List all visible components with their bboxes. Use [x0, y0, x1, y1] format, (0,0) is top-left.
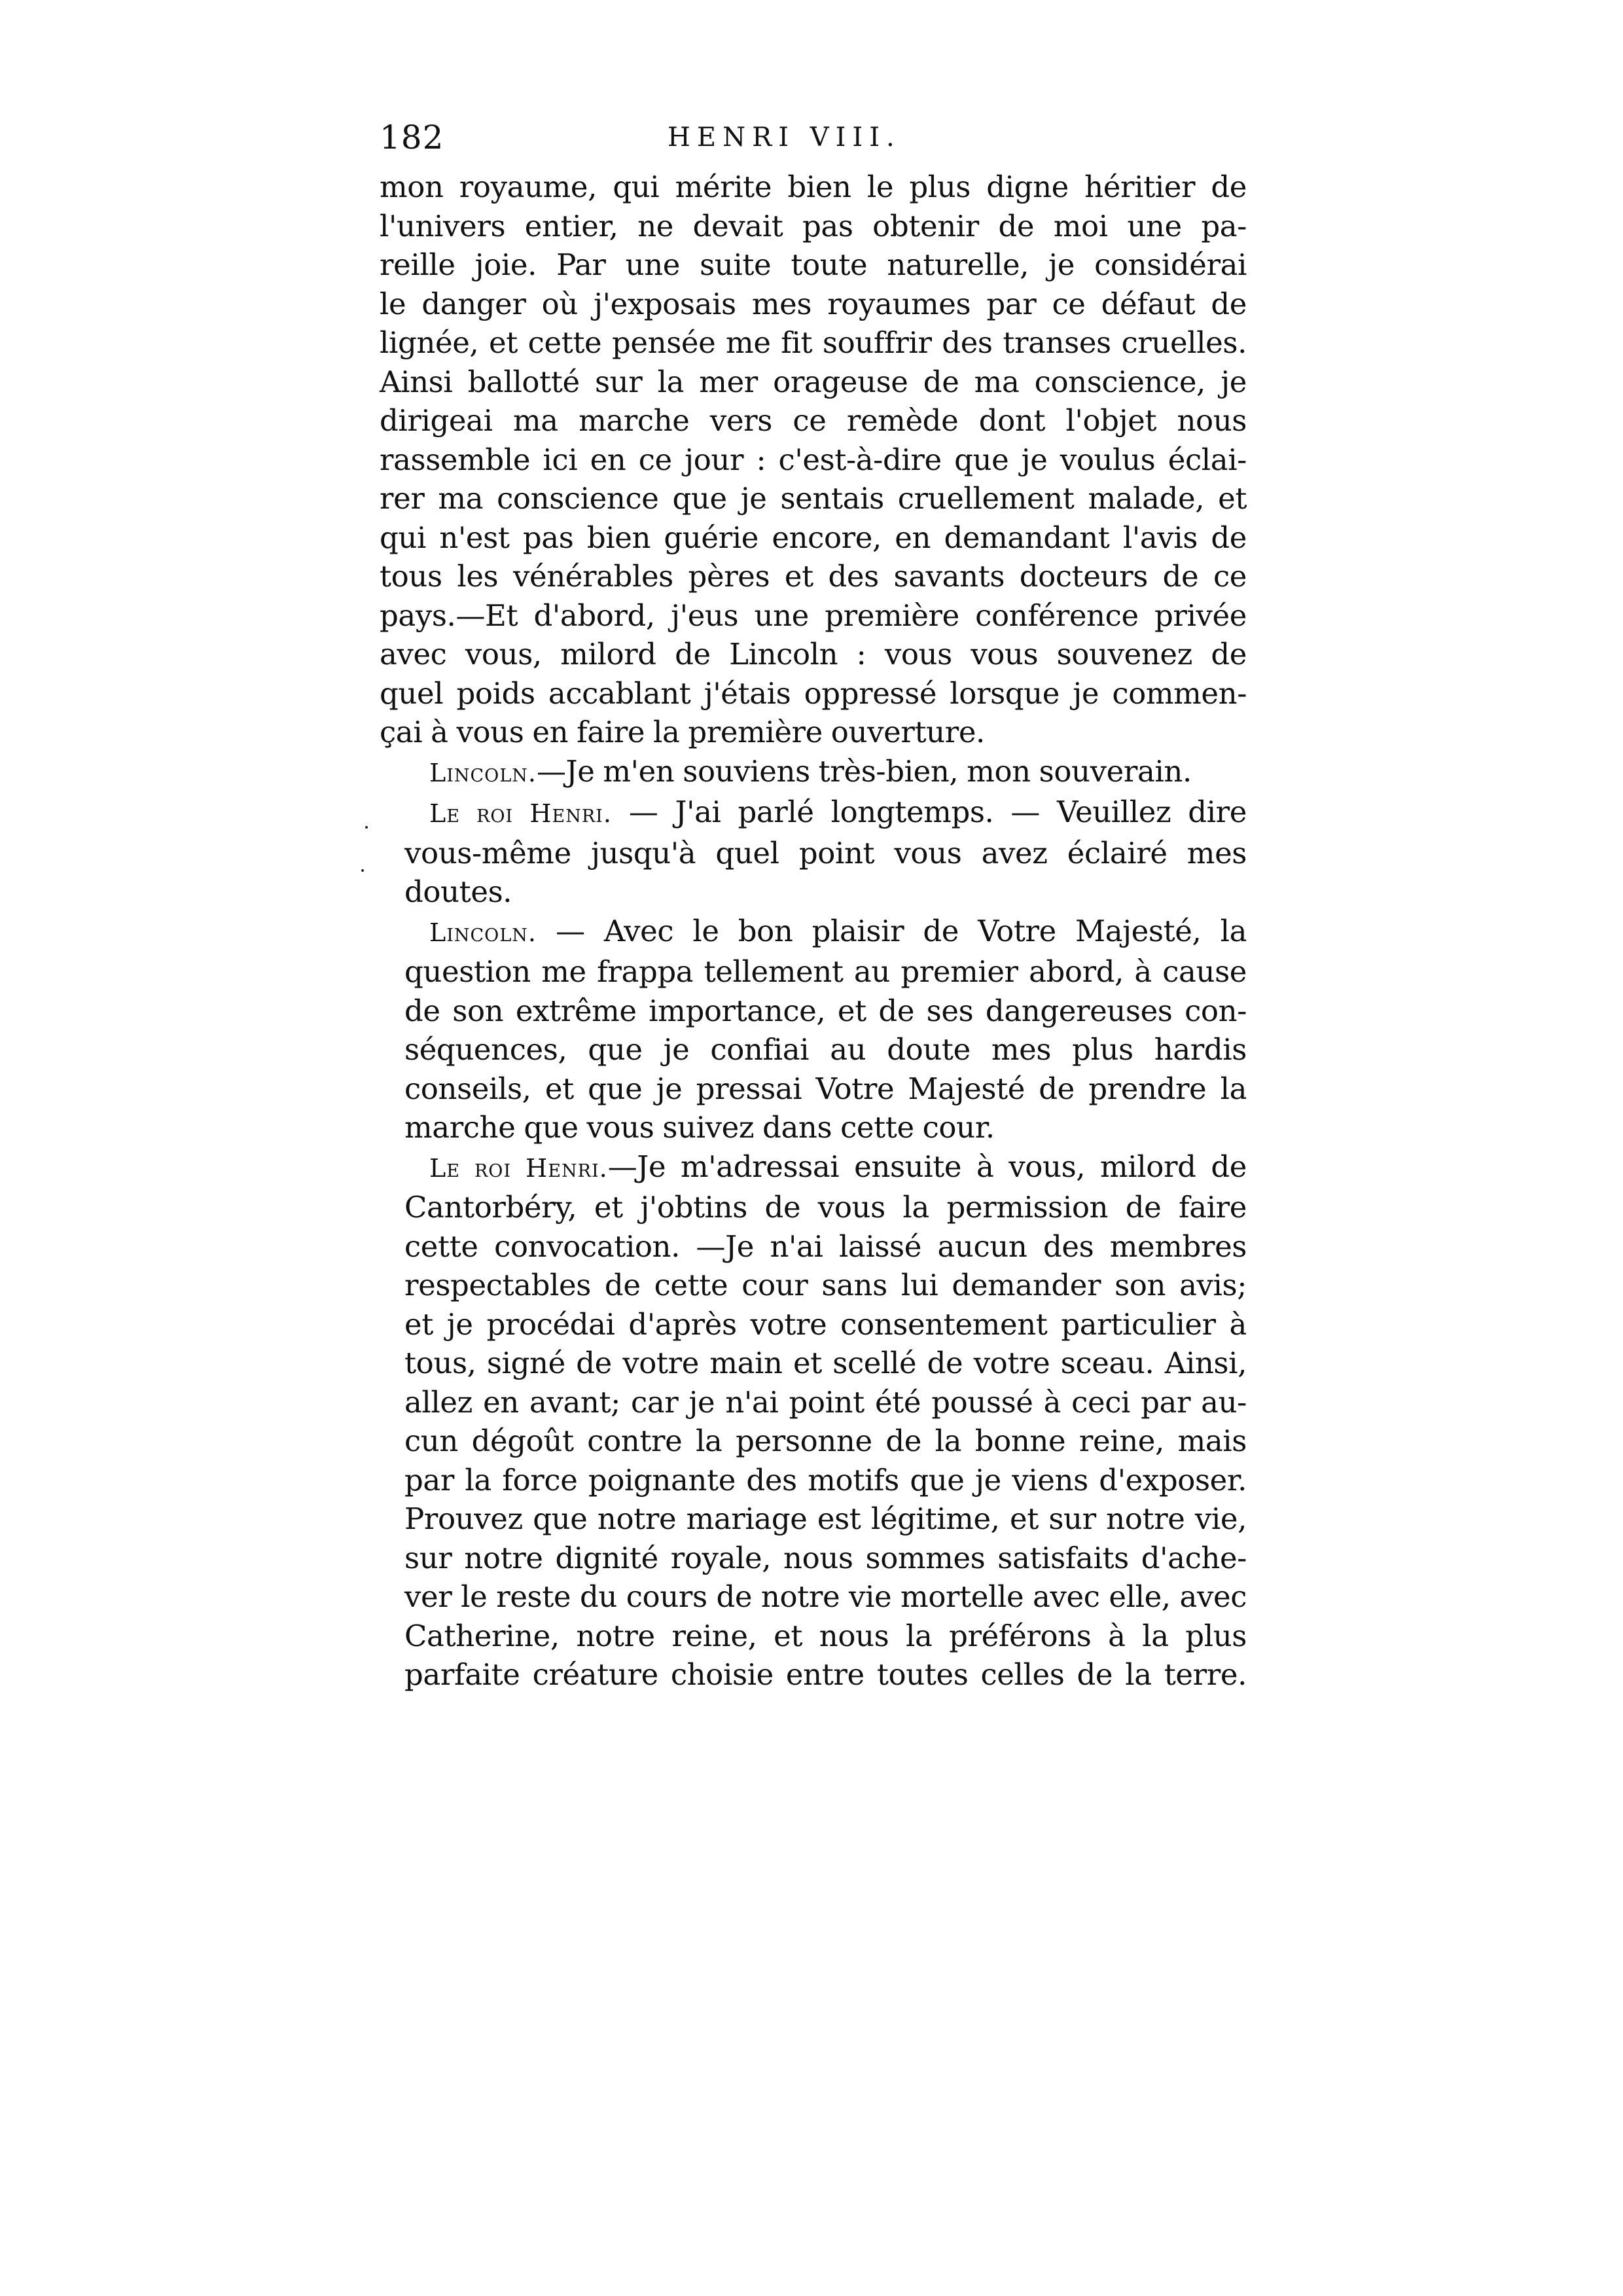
text-line: le danger où j'exposais mes royaumes par ce défaut de — [380, 286, 1247, 321]
text-line: rer ma conscience que je sentais cruellement malade, et — [380, 481, 1247, 516]
text-line: quel poids accablant j'étais oppressé lorsque je commen- — [380, 675, 1247, 711]
text-line: reille joie. Par une suite toute naturelle, je considérai — [380, 247, 1247, 282]
text-line: pays.—Et d'abord, j'eus une première conférence privée — [380, 598, 1247, 633]
text-line: dirigeai ma marche vers ce remède dont l'objet nous — [380, 403, 1247, 438]
text-line — [380, 752, 1247, 793]
text-line: avec vous, milord de Lincoln : vous vous souvenez de — [380, 637, 1247, 672]
text-line: doutes. — [404, 874, 512, 909]
text-line: respectables de cette cour sans lui demander son avis; — [404, 1268, 1247, 1302]
book-page — [380, 111, 1247, 1695]
text-line: sur notre dignité royale, nous sommes satisfaits d'ache- — [404, 1540, 1247, 1575]
text-line: question me frappa tellement au premier abord, à cause — [404, 954, 1247, 989]
text-line: Ainsi ballotté sur la mer orageuse de ma conscience, je — [380, 364, 1247, 399]
text-line: l'univers entier, ne devait pas obtenir de moi une pa- — [380, 208, 1247, 243]
text-line — [380, 793, 1247, 834]
speech-lincoln — [380, 912, 1247, 1147]
speech-king-henry — [380, 793, 1247, 912]
text-line — [380, 1147, 1247, 1189]
text-line: mon royaume, qui mérite bien le plus digne héritier de — [380, 170, 1247, 204]
speech-text: —Je m'adressai ensuite à vous, milord de — [607, 1149, 1247, 1184]
speech-text: —Je m'en souviens très-bien, mon souverain. — [536, 753, 1192, 789]
text-line: Catherine, notre reine, et nous la préférons à la plus — [404, 1618, 1247, 1653]
speech-text: — J'ai parlé longtemps. — Veuillez dire — [611, 795, 1247, 829]
text-line: tous les vénérables pères et des savants docteurs de ce — [380, 559, 1247, 594]
stray-ink-mark — [365, 826, 368, 829]
speaker-name: Le roi Henri. — [429, 1153, 608, 1183]
text-line: marche que vous suivez dans cette cour. — [404, 1110, 995, 1145]
text-line: de son extrême importance, et de ses dangereuses con- — [404, 993, 1247, 1028]
speech-lincoln — [380, 752, 1247, 793]
paragraph-continuation — [380, 168, 1247, 752]
text-line: Prouvez que notre mariage est légitime, et sur notre vie, — [404, 1501, 1247, 1536]
text-line: rassemble ici en ce jour : c'est-à-dire que je voulus éclai- — [380, 442, 1247, 477]
running-head — [380, 111, 1247, 164]
text-line: ver le reste du cours de notre vie mortelle avec elle, avec — [404, 1579, 1247, 1614]
speaker-name: Le roi Henri. — [429, 799, 612, 828]
running-title: HENRI VIII. — [668, 122, 901, 152]
text-line: séquences, que je confiai au doute mes plus hardis — [404, 1032, 1247, 1067]
text-line — [380, 912, 1247, 953]
text-line: qui n'est pas bien guérie encore, en demandant l'avis de — [380, 520, 1247, 555]
text-line: allez en avant; car je n'ai point été poussé à ceci par au- — [404, 1384, 1247, 1420]
text-line: conseils, et que je pressai Votre Majesté de prendre la — [404, 1071, 1247, 1106]
text-line: çai à vous en faire la première ouverture. — [380, 715, 985, 749]
speaker-name: Lincoln. — [429, 758, 537, 787]
speaker-name: Lincoln. — [429, 918, 537, 947]
text-line: vous-même jusqu'à quel point vous avez éclairé mes — [404, 835, 1247, 870]
body-text — [380, 168, 1247, 1695]
text-line: et je procédai d'après votre consentement particulier à — [404, 1306, 1247, 1342]
text-line: cun dégoût contre la personne de la bonne reine, mais — [404, 1424, 1247, 1458]
text-line: tous, signé de votre main et scellé de votre sceau. Ainsi, — [404, 1346, 1247, 1380]
speech-king-henry — [380, 1147, 1247, 1695]
stray-ink-mark — [361, 869, 364, 872]
text-line: Cantorbéry, et j'obtins de vous la permission de faire — [404, 1190, 1247, 1225]
text-line: par la force poignante des motifs que je viens d'exposer. — [404, 1462, 1247, 1498]
text-line: parfaite créature choisie entre toutes celles de la terre. — [404, 1657, 1247, 1692]
text-line: lignée, et cette pensée me fit souffrir des transes cruelles. — [380, 325, 1247, 360]
page-number: 182 — [380, 118, 444, 156]
speech-text: — Avec le bon plaisir de Votre Majesté, la — [536, 913, 1247, 948]
text-line: cette convocation. —Je n'ai laissé aucun des membres — [404, 1229, 1247, 1264]
